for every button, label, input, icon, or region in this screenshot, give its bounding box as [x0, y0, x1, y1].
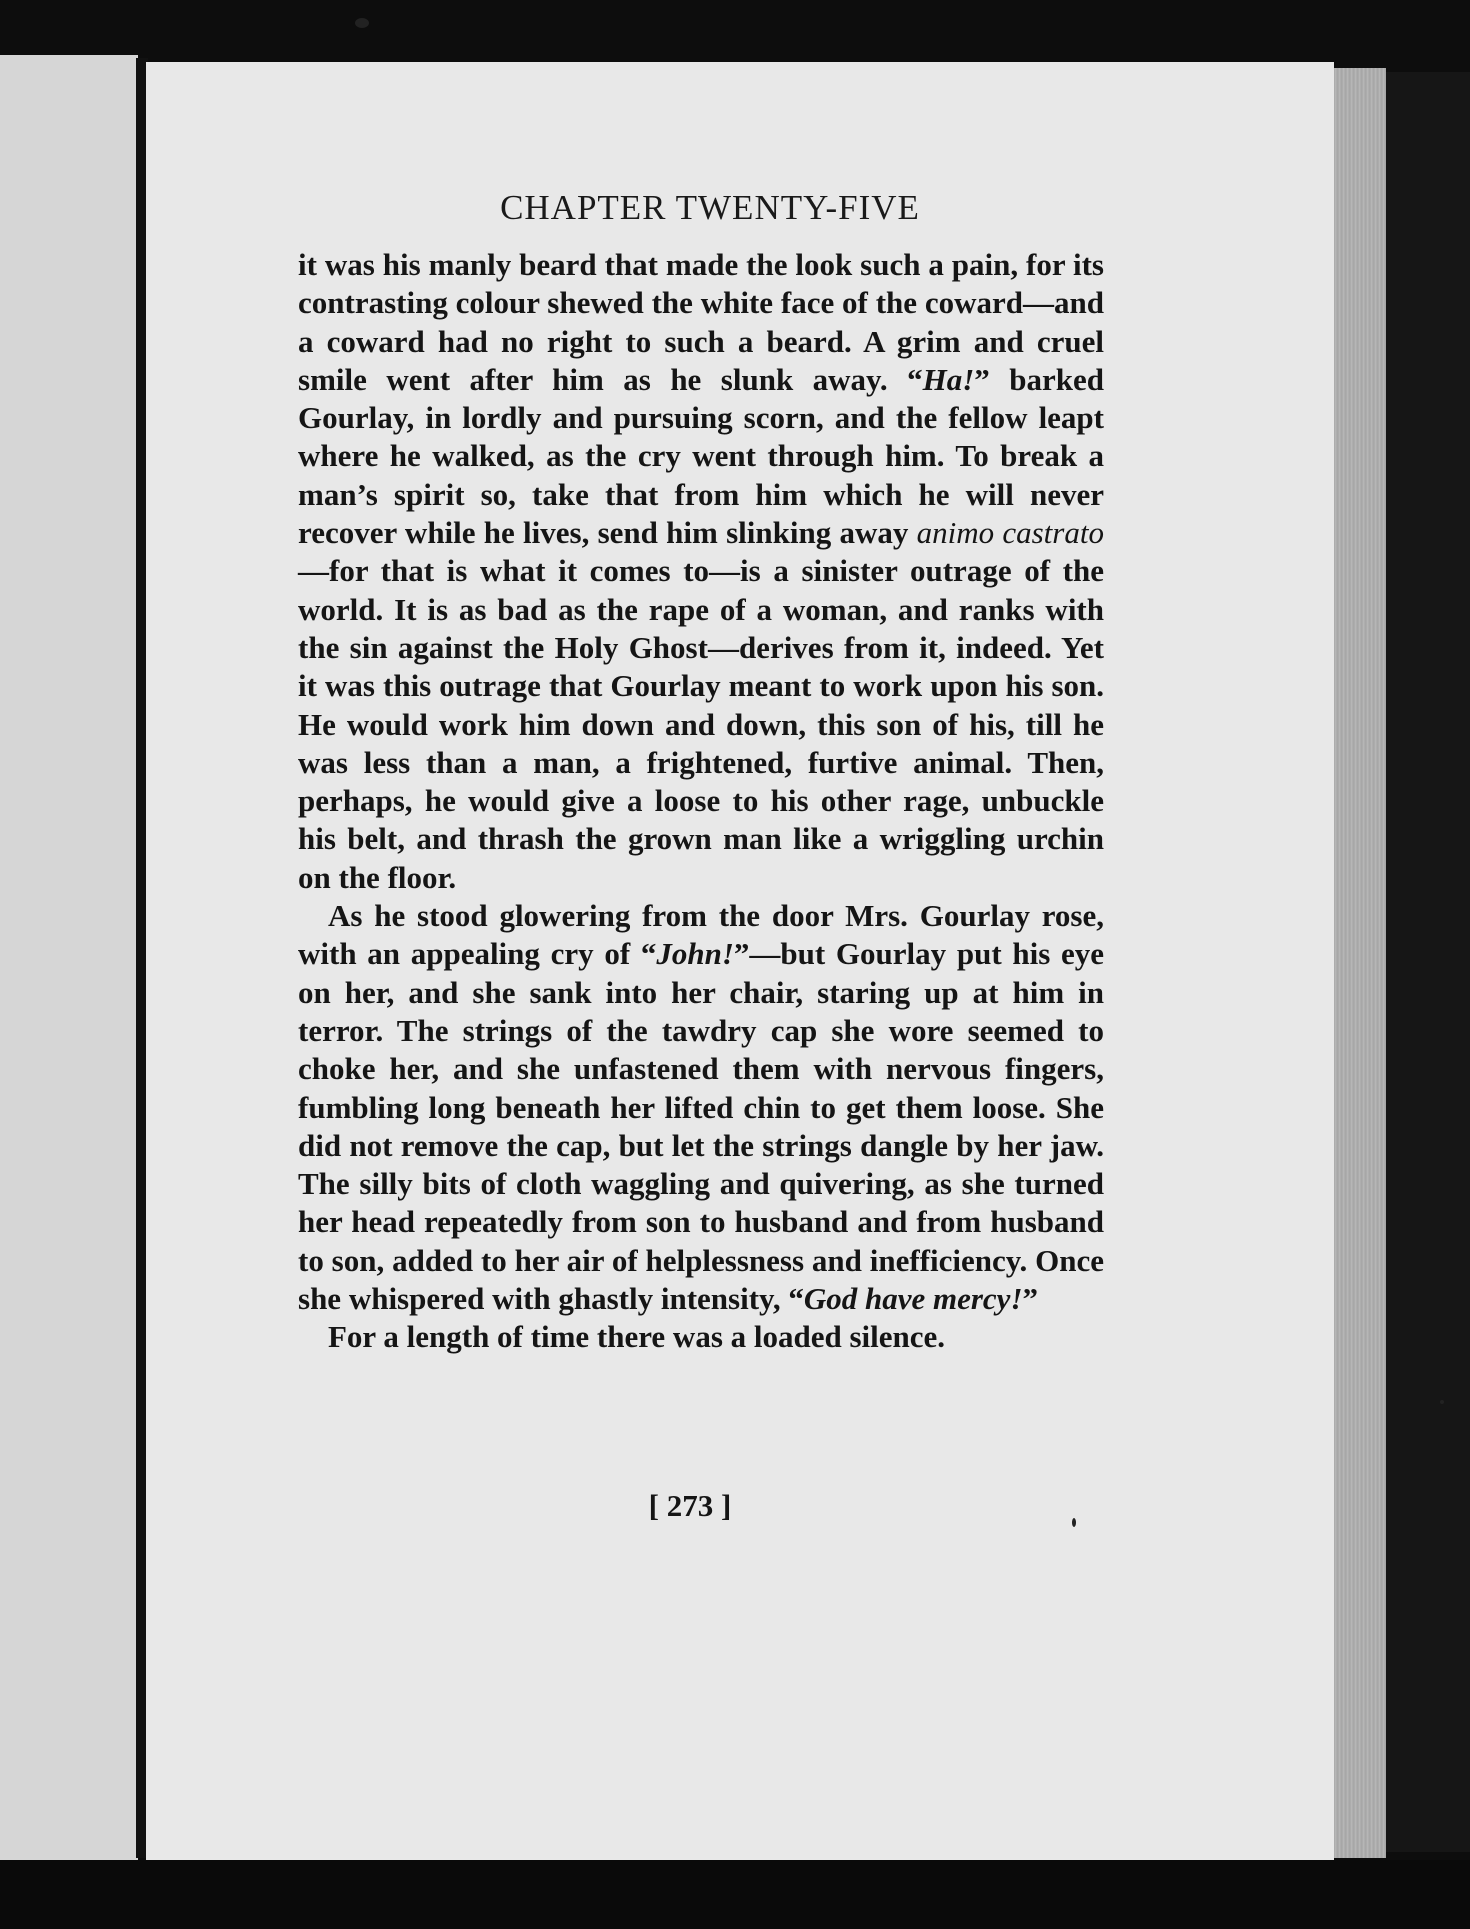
page-number: [ 273 ]	[648, 1488, 732, 1523]
body-text	[298, 246, 1104, 1357]
paragraph-2: As he stood glowering from the door Mrs. Gourlay rose, with an appealing cry of “John!”—but Gourlay put his eye on her, and she sank into her chair, staring up at him in terror. The strings of the tawdry cap she wore seemed to choke her, and she unfastened them with nervous fingers, fumbling long beneath her lifted chin to get them loose. She did not remove the cap, but let the strings dangle by her jaw. The silly bits of cloth waggling and quivering, as she turned her head repeatedly from son to husband and from husband to son, added to her air of helplessness and inefficiency. Once she whispered with ghastly intensity, “God have mercy!”	[298, 898, 1104, 1317]
dust-speck	[355, 18, 369, 28]
italic-name: John!	[656, 936, 734, 972]
running-head: CHAPTER TWENTY-FIVE	[500, 188, 920, 227]
italic-exclamation: Ha!	[922, 361, 975, 397]
facing-page-edge	[0, 55, 138, 1860]
edge-shadow	[1386, 72, 1470, 1852]
page-block-edges	[1334, 68, 1386, 1858]
scan-bottom-band	[0, 1860, 1470, 1929]
italic-exclamation: God have mercy!	[803, 1281, 1023, 1317]
paragraph-1: it was his manly beard that made the look such a pain, for its contrasting colour shewed the white face of the coward—and a coward had no right to such a beard. A grim and cruel smile went after him as he slunk away. “Ha!” barked Gourlay, in lordly and pursuing scorn, and the fellow leapt where he walked, as the cry went through him. To break a man’s spirit so, take that from him which he will never recover while he lives, send him slinking away animo castrato—for that is what it comes to—is a sinister outrage of the world. It is as bad as the rape of a woman, and ranks with the sin against the Holy Ghost—derives from it, indeed. Yet it was this outrage that Gourlay meant to work upon his son. He would work him down and down, this son of his, till he was less than a man, a frightened, furtive animal. Then, perhaps, he would give a loose to his other rage, unbuckle his belt, and thrash the grown man like a wriggling urchin on the floor.	[298, 247, 1104, 895]
dust-speck	[1440, 1400, 1444, 1404]
paragraph-3: For a length of time there was a loaded silence.	[328, 1319, 946, 1355]
latin-phrase: animo castrato	[916, 515, 1104, 551]
dust-speck	[1072, 1518, 1076, 1527]
